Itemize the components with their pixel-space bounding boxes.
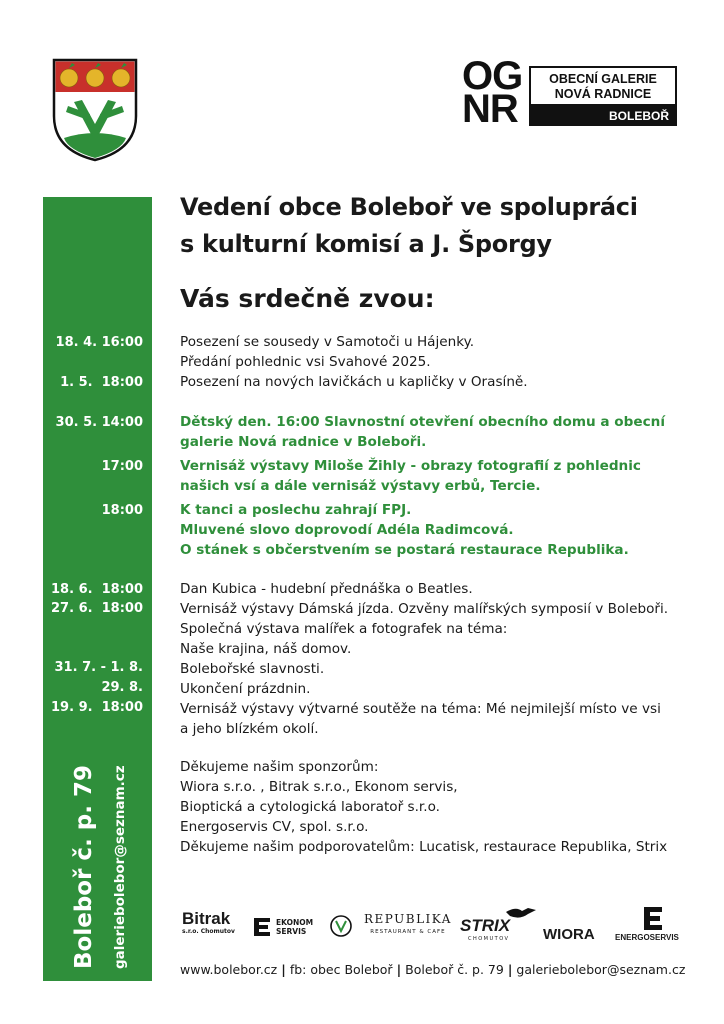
energoservis-name: ENERGOSERVIS — [615, 933, 679, 942]
bitrak-name: Bitrak — [182, 909, 231, 928]
sponsor-line: Děkujeme našim sponzorům: — [180, 759, 379, 775]
logo-place: BOLEBOŘ — [529, 106, 677, 126]
sponsor-line: Bioptická a cytologická laboratoř s.r.o. — [180, 799, 440, 815]
republika-sub: RESTAURANT & CAFE — [370, 929, 446, 935]
event-date: 18. 4. 16:00 — [55, 335, 143, 350]
event-date: 27. 6. 18:00 — [51, 601, 143, 616]
sidebar-address: Boleboř č. p. 79 — [71, 764, 97, 969]
logo-title-line: NOVÁ RADNICE — [554, 87, 652, 101]
ekonom-line: SERVIS — [276, 927, 307, 936]
event-line: Mluvené slovo doprovodí Adéla Radimcová. — [180, 522, 514, 538]
event-date: 1. 5. 18:00 — [60, 375, 143, 390]
sponsor-line: Energoservis CV, spol. s.r.o. — [180, 819, 369, 835]
footer-address: Boleboř č. p. 79 — [405, 962, 504, 977]
owl-bird-icon — [506, 906, 536, 920]
event-line: Posezení na nových lavičkách u kapličky v Orasíně. — [180, 374, 528, 390]
event-date: 29. 8. — [101, 680, 143, 695]
coat-of-arms-logo — [52, 58, 138, 162]
event-line: Předání pohlednic vsi Svahové 2025. — [180, 354, 431, 370]
logo-letters-top: OG — [462, 54, 523, 98]
sponsor-line: Wiora s.r.o. , Bitrak s.r.o., Ekonom servis, — [180, 779, 458, 795]
event-date: 18. 6. 18:00 — [51, 582, 143, 597]
event-line: našich vsí a dále vernisáž výstavy erbů, Tercie. — [180, 478, 541, 494]
event-line: Vernisáž výstavy výtvarné soutěže na téma: Mé nejmilejší místo ve vsi — [180, 701, 661, 717]
event-block — [180, 500, 629, 560]
energoservis-mark-icon — [641, 906, 665, 932]
footer-facebook: fb: obec Boleboř — [289, 962, 393, 977]
event-line: Ukončení prázdnin. — [180, 681, 311, 697]
event-line: Dan Kubica - hudební přednáška o Beatles. — [180, 581, 473, 597]
event-line: Bolebořské slavnosti. — [180, 661, 325, 677]
event-block — [180, 456, 641, 496]
logo-letters-bottom: NR — [462, 87, 518, 131]
event-line: galerie Nová radnice v Boleboři. — [180, 434, 427, 450]
bitrak-logo — [182, 908, 235, 948]
logo-title-line: OBECNÍ GALERIE — [549, 72, 657, 86]
footer: www.bolebor.cz | fb: obec Boleboř | Boleboř č. p. 79 | galeriebolebor@seznam.cz — [180, 962, 686, 977]
footer-email: galeriebolebor@seznam.cz — [516, 962, 686, 977]
event-line: Společná výstava malířek a fotografek na téma: — [180, 621, 508, 637]
sponsors-block — [180, 757, 667, 857]
republika-name: REPUBLIKA — [364, 912, 452, 926]
event-date: 31. 7. - 1. 8. — [54, 660, 143, 675]
event-line: a jeho blízkém okolí. — [180, 721, 319, 737]
event-line: O stánek s občerstvením se postará restaurace Republika. — [180, 542, 629, 558]
event-line: Posezení se sousedy v Samotoči u Hájenky. — [180, 334, 475, 350]
event-line: Vernisáž výstavy Dámská jízda. Ozvěny malířských symposií v Boleboři. — [180, 601, 669, 617]
strix-name: STRIX — [460, 916, 511, 935]
event-date: 17:00 — [101, 459, 143, 474]
strix-sub: CHOMUTOV — [468, 936, 510, 942]
event-line: Naše krajina, náš domov. — [180, 641, 352, 657]
event-block — [180, 579, 668, 739]
event-line: K tanci a poslechu zahrají FPJ. — [180, 502, 412, 518]
republika-logo — [364, 912, 452, 952]
bitrak-sub: s.r.o. Chomutov — [182, 928, 235, 935]
logo-title-box — [529, 66, 677, 106]
heading-line-2: s kulturní komisí a J. Šporgy — [180, 230, 552, 258]
footer-website: www.bolebor.cz — [180, 962, 278, 977]
strix-logo — [460, 906, 540, 946]
event-line: Dětský den. 16:00 Slavnostní otevření obecního domu a obecní — [180, 414, 665, 430]
energoservis-logo — [615, 906, 695, 946]
event-date: 30. 5. 14:00 — [55, 415, 143, 430]
sponsor-line: Děkujeme našim podporovatelům: Lucatisk, restaurace Republika, Strix — [180, 839, 668, 855]
event-line: Vernisáž výstavy Miloše Žihly - obrazy fotografií z pohlednic — [180, 458, 641, 474]
wiora-logo: WIORA — [543, 926, 595, 943]
sidebar-email: galeriebolebor@seznam.cz — [112, 765, 128, 969]
laboratory-logo-icon — [330, 914, 352, 954]
sidebar — [43, 197, 152, 981]
event-block — [180, 412, 665, 452]
invite-heading: Vás srdečně zvou: — [180, 284, 435, 313]
ekonom-line: EKONOM — [276, 918, 314, 927]
event-date: 18:00 — [101, 503, 143, 518]
event-block — [180, 332, 528, 392]
heading-line-1: Vedení obce Boleboř ve spolupráci — [180, 193, 638, 221]
ekonom-mark-icon — [252, 916, 272, 938]
event-date: 19. 9. 18:00 — [51, 700, 143, 715]
